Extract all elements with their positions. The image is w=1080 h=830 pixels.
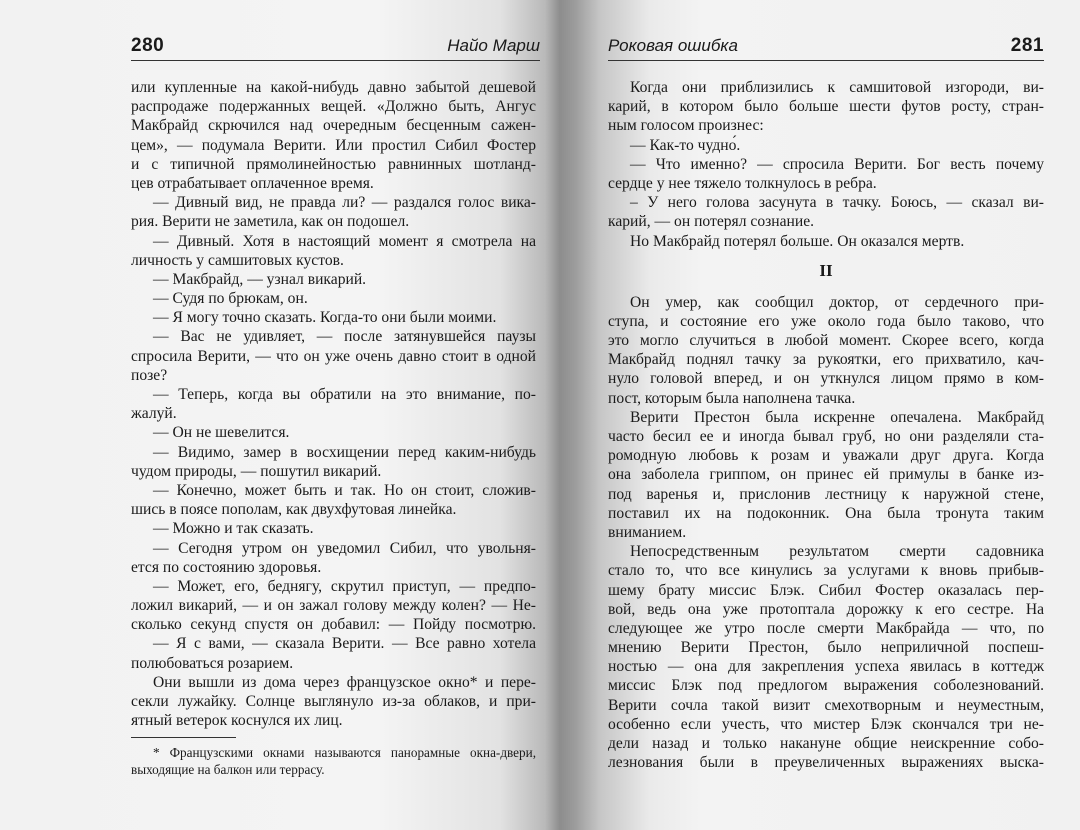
text-line: Они вышли из дома через французское окно* и пере- bbox=[153, 673, 536, 691]
text-line: или купленные на какой-нибудь давно забытой дешевой bbox=[131, 79, 536, 96]
text-line: ностью — она для закрепления успеха явилась в коттедж bbox=[608, 658, 1044, 676]
text-line: полюбоваться розарием. bbox=[131, 654, 294, 672]
text-line: Но Макбрайд потерял больше. Он оказался мертв. bbox=[630, 232, 965, 250]
footnote-line: выходящие на балкон или террасу. bbox=[131, 762, 325, 777]
page-number-left: 280 bbox=[131, 35, 165, 56]
text-line: часто бесил ее и иногда бывал груб, но они разделяли ста- bbox=[608, 428, 1044, 445]
footnote-rule bbox=[131, 737, 236, 738]
footnote bbox=[131, 744, 536, 778]
text-line: карий, в котором было больше шести футов росту, стран- bbox=[608, 98, 1044, 116]
text-line: вой, ведь она уже протоптала дорожку к его сестре. На bbox=[608, 600, 1044, 618]
text-line: чудом природы, — пошутил викарий. bbox=[131, 462, 382, 480]
text-line: Верити Престон была искренне опечалена. Макбрайд bbox=[630, 408, 1044, 426]
text-line: Когда они приблизились к самшитовой изгороди, ви- bbox=[630, 79, 1044, 96]
text-line: — Я с вами, — сказала Верити. — Все равно хотела bbox=[153, 635, 536, 653]
right-text-block-1 bbox=[608, 78, 1044, 251]
text-line: стало то, что все кинулись за услугами к вновь прибыв- bbox=[608, 562, 1044, 580]
text-line: — Видимо, замер в восхищении перед каким-нибудь bbox=[153, 443, 536, 461]
text-line: Макбрайд поднял тачку за рукоятки, его прихватило, кач- bbox=[608, 351, 1044, 369]
text-line: распродаже подержанных вещей. «Должно быть, Ангус bbox=[131, 98, 536, 116]
text-line: цев отрабатывает оплаченное время. bbox=[131, 174, 374, 192]
text-line: спросила Верити, — что он уже очень давно стоит в одной bbox=[131, 347, 536, 365]
left-page-header bbox=[131, 32, 540, 61]
text-line: — Вас не удивляет, — после затянувшейся паузы bbox=[153, 328, 536, 346]
text-line: сколько секунд спустя он добавил: — Пойду посмотрю. bbox=[131, 616, 536, 634]
text-line: жалуй. bbox=[131, 405, 177, 423]
text-line: — Может, его, беднягу, скрутил приступ, — предпо- bbox=[153, 577, 536, 595]
text-line: — Что именно? — спросила Верити. Бог весть почему bbox=[630, 155, 1044, 173]
text-line: — Он не шевелится. bbox=[153, 424, 290, 442]
footnote-line: * Французскими окнами называются панорамные окна-двери, bbox=[153, 745, 536, 760]
text-line: особенно если учесть, что мистер Блэк скончался три не- bbox=[608, 715, 1044, 733]
text-line: шись в поясе пополам, как двухфутовая линейка. bbox=[131, 501, 457, 519]
text-line: личность у самшитовых кустов. bbox=[131, 251, 344, 269]
text-line: — Теперь, когда вы обратили на это внимание, по- bbox=[153, 386, 536, 403]
text-line: — Макбрайд, — узнал викарий. bbox=[153, 270, 367, 288]
text-line: пост, которым была наполнена тачка. bbox=[608, 389, 856, 407]
page-number-right: 281 bbox=[1010, 35, 1044, 56]
text-line: нуло головой вперед, и он уткнулся лицом прямо в ком- bbox=[608, 370, 1044, 388]
text-line: миссис Блэк под предлогом выражения соболезнований. bbox=[608, 677, 1044, 695]
text-line: Он умер, как сообщил доктор, от сердечного при- bbox=[630, 293, 1044, 311]
text-line: Верити сочла такой визит смехотворным и неуместным, bbox=[608, 696, 1044, 714]
right-page bbox=[560, 0, 1080, 830]
left-page-body-text bbox=[131, 78, 536, 730]
text-line: лезнования были в преувеличенных выражениях выска- bbox=[608, 754, 1044, 772]
text-line: сердце у нее тяжело толкнулось в ребра. bbox=[608, 174, 877, 192]
right-page-body-text bbox=[608, 78, 1044, 772]
text-line: Непосредственным результатом смерти садовника bbox=[630, 543, 1044, 561]
text-line: мнению Верити Престон, было неприличной поспеш- bbox=[608, 639, 1044, 657]
text-line: карий, — он потерял сознание. bbox=[608, 213, 815, 231]
section-heading: II bbox=[819, 260, 833, 280]
text-line: — Сегодня утром он уведомил Сибил, что увольня- bbox=[153, 539, 536, 557]
text-line: Макбрайд скрючился над очередным бесценным сажен- bbox=[131, 117, 536, 135]
text-line: дели назад и только накануне общие неискренние собо- bbox=[608, 735, 1044, 752]
text-line: ступа, и состояние его уже около года было таково, что bbox=[608, 312, 1044, 330]
text-line: — Как-то чудно́. bbox=[630, 136, 741, 154]
right-text-block-2 bbox=[608, 293, 1044, 773]
text-line: это могло случиться в любой момент. Скорее всего, когда bbox=[608, 332, 1044, 350]
text-line: ным голосом произнес: bbox=[608, 117, 764, 135]
text-line: — Я могу точно сказать. Когда-то они были моими. bbox=[153, 309, 497, 327]
running-title-book: Роковая ошибка bbox=[608, 36, 738, 55]
text-line: поставил их на подоконник. Она была тронута таким bbox=[608, 504, 1044, 522]
text-line: шему брату миссис Блэк. Сибил Фостер оказалась пер- bbox=[608, 581, 1044, 599]
text-line: ятный ветерок коснулся их лиц. bbox=[131, 712, 343, 730]
text-line: позе? bbox=[131, 366, 168, 384]
text-line: ромодную любовь к розам и уважали друг друга. Когда bbox=[608, 447, 1044, 465]
text-line: ложил викарий, — и он зажал голову между колен? — Не- bbox=[131, 597, 536, 615]
right-page-header bbox=[608, 32, 1044, 61]
text-line: цем», — подумала Верити. Или простил Сибил Фостер bbox=[131, 136, 536, 154]
running-title-author: Найо Марш bbox=[447, 36, 540, 55]
text-line: она заболела гриппом, он принес ей примулы в банке из- bbox=[608, 466, 1044, 484]
text-line: ется по состоянию здоровья. bbox=[131, 558, 322, 576]
text-line: — Судя по брюкам, он. bbox=[153, 290, 308, 308]
text-line: и с типичной прямолинейностью равнинных шотланд- bbox=[131, 155, 536, 173]
text-line: следующее же утро после смерти Макбрайда — что, по bbox=[608, 619, 1044, 637]
text-line: – У него голова засунута в тачку. Боюсь, — сказал ви- bbox=[630, 194, 1044, 212]
text-line: — Дивный. Хотя в настоящий момент я смотрела на bbox=[153, 232, 536, 250]
text-line: секли лужайку. Солнце выглянуло из-за облаков, и при- bbox=[131, 693, 536, 710]
text-line: под варенья и, прислонив лестницу к наружной стене, bbox=[608, 485, 1044, 503]
text-line: рия. Верити не заметила, как он подошел. bbox=[131, 213, 410, 231]
text-line: вниманием. bbox=[608, 523, 687, 541]
text-line: — Конечно, может быть и так. Но он стоит, сложив- bbox=[153, 481, 536, 499]
text-line: — Можно и так сказать. bbox=[153, 520, 314, 538]
text-line: — Дивный вид, не правда ли? — раздался голос вика- bbox=[153, 194, 536, 212]
